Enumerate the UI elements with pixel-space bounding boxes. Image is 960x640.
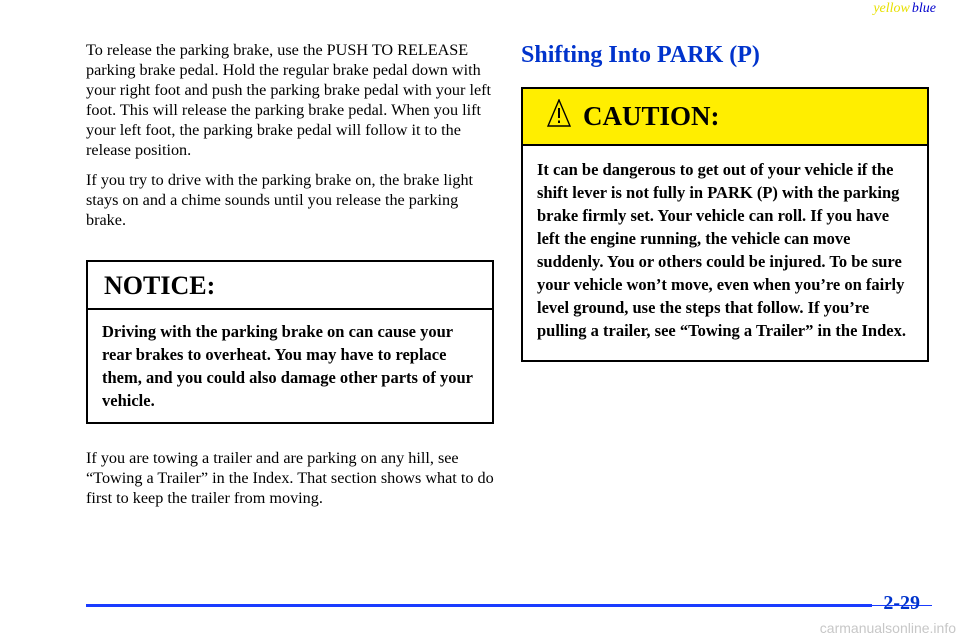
warning-triangle-icon [547, 99, 571, 127]
paragraph-brake-light: If you try to drive with the parking brake on, the brake light stays on and a chime sounds until you release the parking brake. [86, 171, 474, 229]
left-column [86, 40, 494, 518]
section-title: Shifting Into PARK (P) [521, 42, 760, 68]
footer-rule [86, 604, 872, 607]
caution-heading: CAUTION: [583, 101, 720, 131]
notice-heading: NOTICE: [88, 262, 492, 310]
notice-body: Driving with the parking brake on can cause your rear brakes to overheat. You may have to replace them, and you could also damage other parts of your vehicle. [102, 322, 473, 410]
edition-yellow: yellow [873, 1, 910, 16]
right-column [521, 40, 931, 362]
caution-box [521, 87, 929, 362]
edition-marker [873, 1, 936, 17]
notice-box [86, 260, 494, 424]
caution-header [523, 89, 927, 146]
paragraph-towing: If you are towing a trailer and are parking on any hill, see “Towing a Trailer” in the Index. That section shows what to do first to keep the trailer from moving. [86, 449, 494, 507]
caution-body: It can be dangerous to get out of your vehicle if the shift lever is not fully in PARK (P) with the parking brake firmly set. Your vehicle can roll. If you have left the engine running, the vehicle can move suddenly. You or others could be injured. To be sure your vehicle won’t move, even when you’re on fairly level ground, use the steps that follow. If you’re pulling a trailer, see “Towing a Trailer” in the Index. [537, 160, 906, 340]
page-number: 2-29 [883, 592, 920, 614]
site-watermark: carmanualsonline.info [819, 620, 956, 636]
paragraph-release-brake: To release the parking brake, use the PUSH TO RELEASE parking brake pedal. Hold the regular brake pedal down with your right foot and push the parking brake pedal with your left foot. This will release the parking brake pedal. When you lift your left foot, the parking brake pedal will follow it to the release position. [86, 41, 492, 159]
edition-blue: blue [911, 1, 936, 16]
